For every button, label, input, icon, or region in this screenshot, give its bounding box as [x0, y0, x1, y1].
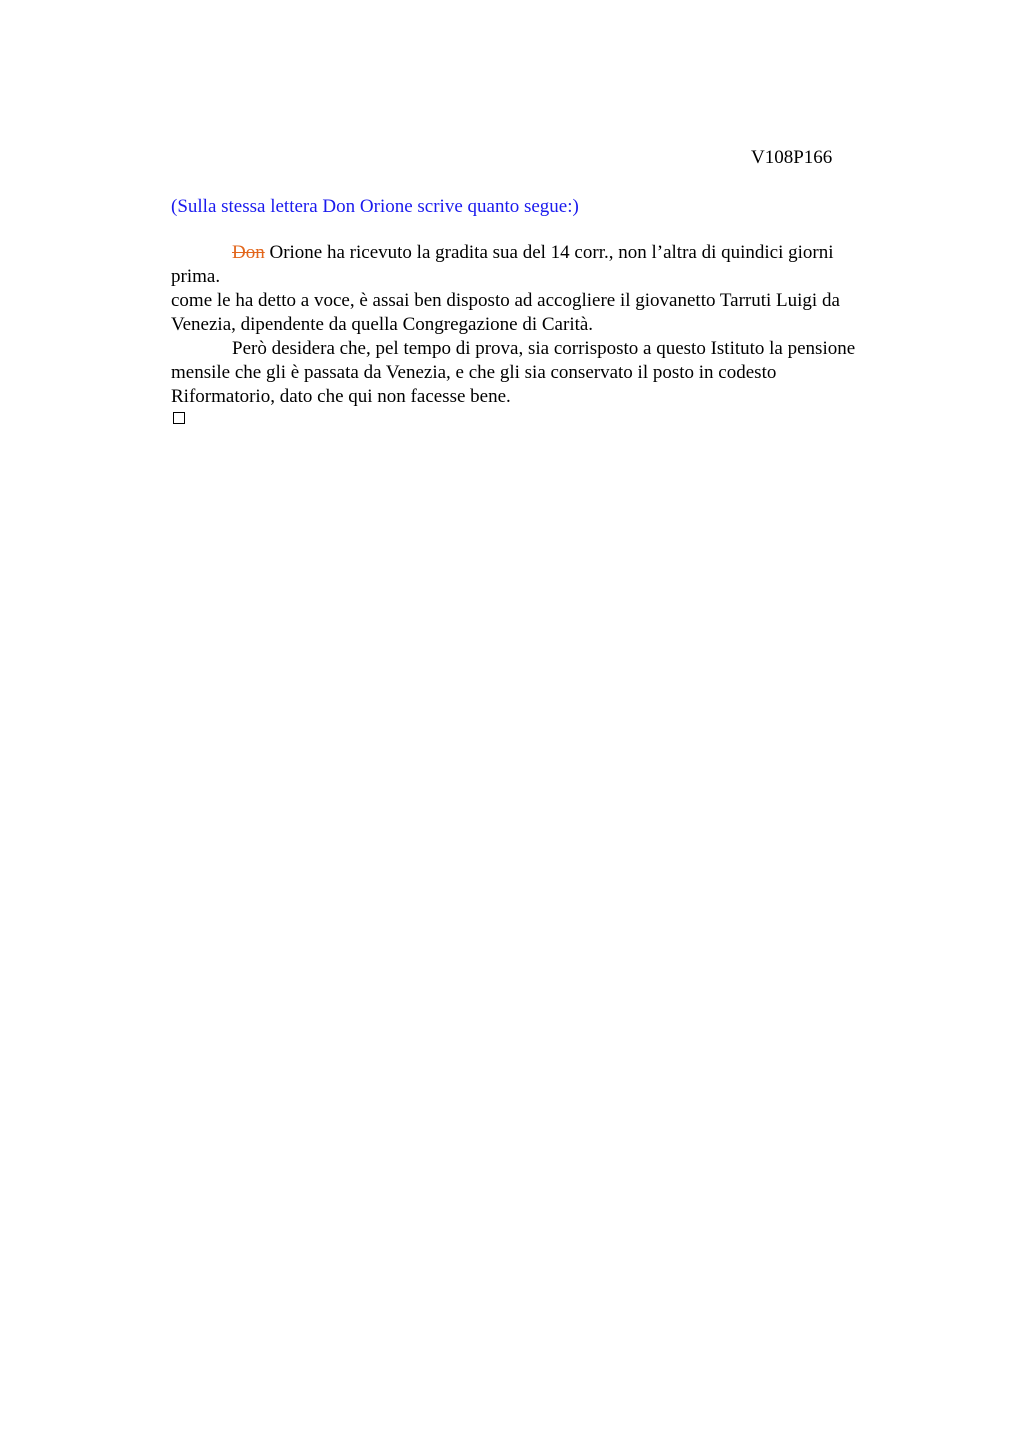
paragraph-line-2: prima.: [171, 266, 221, 287]
editor-note: (Sulla stessa lettera Don Orione scrive quanto segue:): [171, 196, 579, 217]
page-reference: V108P166: [751, 147, 833, 168]
paragraph-line-3: come le ha detto a voce, è assai ben disposto ad accogliere il giovanetto Tarruti Luigi da: [171, 290, 840, 311]
line-1-text: Orione ha ricevuto la gradita sua del 14 corr., non l’altra di quindici giorni: [264, 242, 834, 263]
empty-square-icon: [173, 412, 185, 424]
letter-body: [171, 241, 931, 409]
paragraph-line-5: Però desidera che, pel tempo di prova, sia corrisposto a questo Istituto la pensione: [232, 338, 856, 359]
paragraph-line-6: mensile che gli è passata da Venezia, e che gli sia conservato il posto in codesto: [171, 362, 777, 383]
paragraph-line-1: [171, 241, 931, 265]
paragraph-line-7: Riformatorio, dato che qui non facesse bene.: [171, 386, 511, 407]
struck-word: Don: [232, 242, 265, 263]
paragraph-line-4: Venezia, dipendente da quella Congregazione di Carità.: [171, 314, 594, 335]
